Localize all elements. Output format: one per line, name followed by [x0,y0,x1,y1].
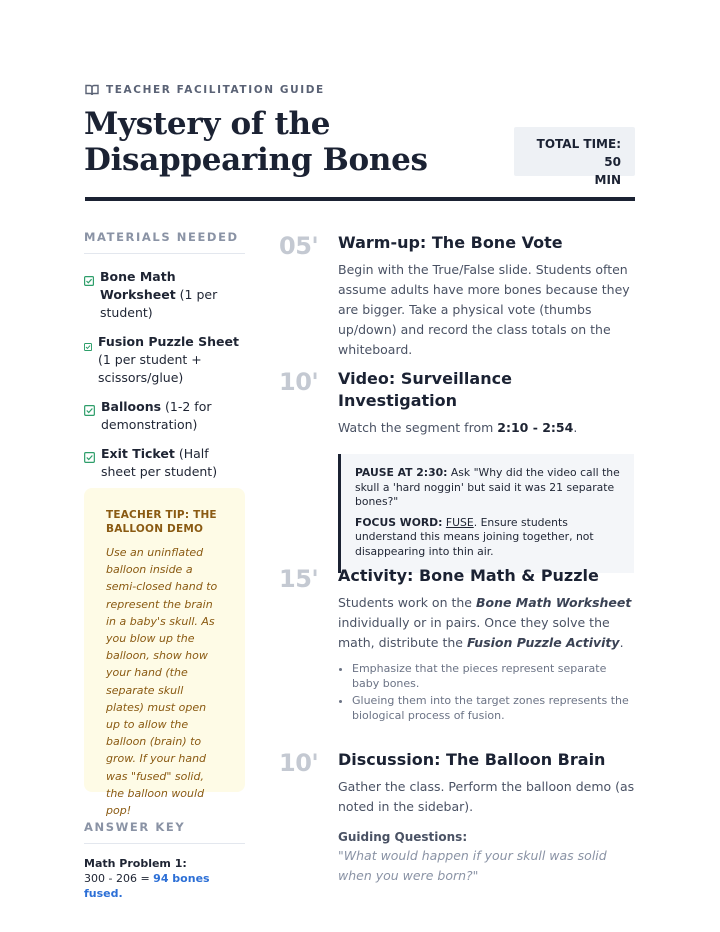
step-title: Discussion: The Balloon Brain [338,750,606,769]
checkbox-checked-icon [84,273,94,291]
pause-callout: PAUSE AT 2:30: Ask "Why did the video call the skull a 'hard noggin' but said it was 21 separate bones?" FOCUS WORD: FUSE. Ensure students understand this means joining together, not disappearing into thin air. [338,454,634,573]
step-text: Students work on the Bone Math Worksheet individually or in pairs. Once they solve the math, distribute the Fusion Puzzle Activity. [338,595,632,650]
checkbox-checked-icon [84,450,95,468]
answer-key-section [84,820,245,901]
step-minutes: 15' [279,565,319,593]
materials-heading: MATERIALS NEEDED [84,230,245,254]
checkbox-checked-icon [84,403,95,421]
activity-bullets [338,662,635,723]
step-text: Gather the class. Perform the balloon demo (as noted in the sidebar). [338,779,635,814]
step-video [279,368,639,573]
step-minutes: 05' [279,232,319,260]
list-item: • Emphasize that the pieces represent separate baby bones. [352,662,635,691]
guide-eyebrow [85,84,325,96]
step-minutes: 10' [279,368,319,396]
answer-key-heading: ANSWER KEY [84,820,245,844]
material-item: Bone Math Worksheet (1 per student) [84,268,245,322]
step-text: Begin with the True/False slide. Students often assume adults have more bones because they are bigger. Take a physical vote (thumbs up/down) and record the class totals on the whiteboard. [338,262,630,357]
focus-word: FUSE [445,515,474,529]
header-divider [85,197,635,201]
guiding-question-quote: "What would happen if your skull was solid when you were born?" [338,848,607,883]
step-title: Video: Surveillance Investigation [338,369,512,410]
video-timestamp: 2:10 - 2:54 [497,420,574,435]
material-item: Balloons (1-2 for demonstration) [84,398,245,434]
total-time-badge: TOTAL TIME: 50 MIN [514,127,635,176]
step-title: Warm-up: The Bone Vote [338,233,563,252]
guiding-questions-label: Guiding Questions: [338,830,468,844]
step-warm-up [279,232,639,360]
book-open-icon [85,84,99,96]
page-title: Mystery of the Disappearing Bones [84,106,428,178]
material-item: Fusion Puzzle Sheet (1 per student + scissors/glue) [84,333,245,387]
material-item: Exit Ticket (Half sheet per student) [84,445,245,481]
answer-equation: 300 - 206 = 94 bones fused. [84,872,210,900]
step-text: Watch the segment from 2:10 - 2:54. [338,420,578,435]
list-item: • Glueing them into the target zones represents the biological process of fusion. [352,694,635,723]
checkbox-checked-icon [84,338,92,356]
step-minutes: 10' [279,749,319,777]
teacher-tip-box [84,488,245,818]
materials-list [84,268,245,481]
tip-heading: TEACHER TIP: THE BALLOON DEMO [106,509,217,535]
tip-body: Use an uninflated balloon inside a semi-closed hand to represent the brain in a baby's skull. As you blow up the balloon, show how your hand (the separate skull plates) must open up to allow the balloon (brain) to grow. If your hand was "fused" solid, the balloon would pop! [106,546,218,818]
eyebrow-label: TEACHER FACILITATION GUIDE [106,84,325,96]
step-discussion [279,749,639,886]
answer-label: Math Problem 1: [84,857,187,870]
step-title: Activity: Bone Math & Puzzle [338,566,599,585]
materials-section [84,230,245,492]
step-activity [279,565,639,726]
answer-result: 94 bones fused. [84,872,210,900]
